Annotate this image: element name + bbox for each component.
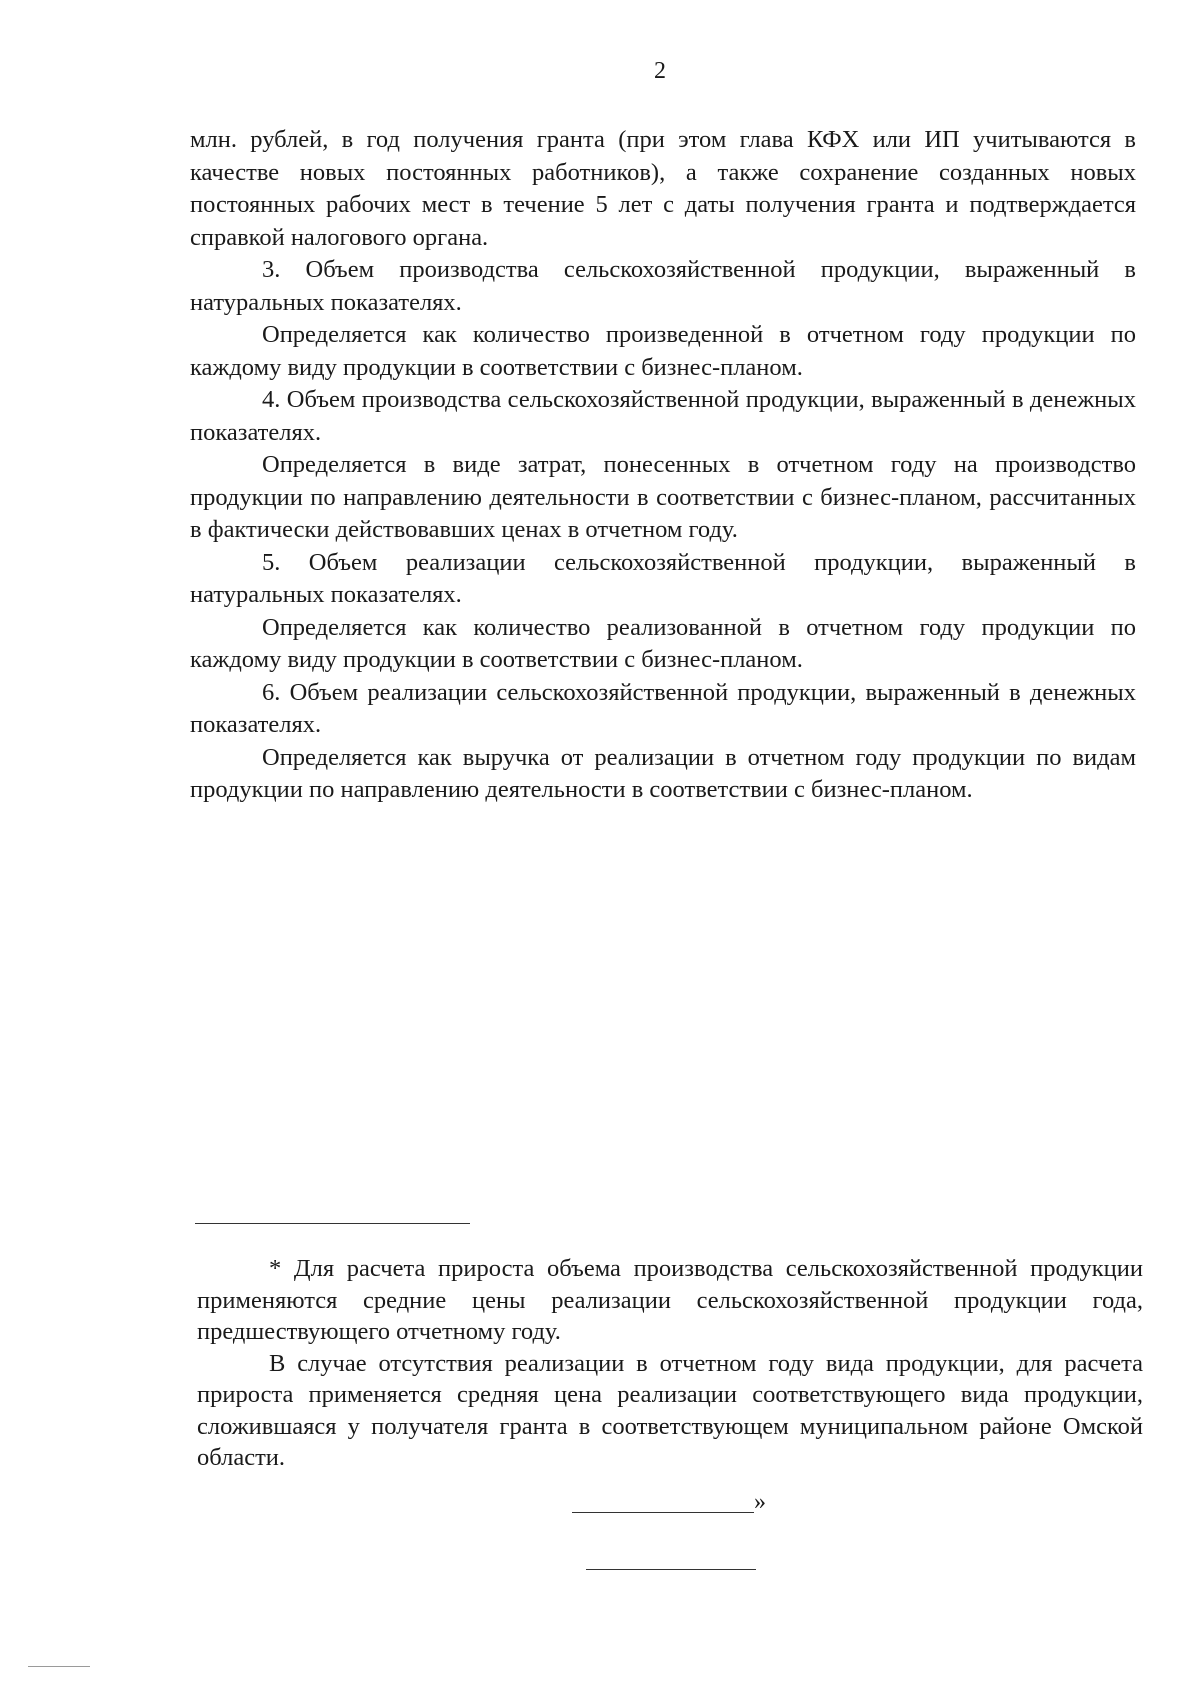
- page-number: 2: [654, 58, 666, 84]
- closing-quote-mark: »: [754, 1489, 766, 1515]
- paragraph-item-5-definition: Определяется как количество реализованной в отчетном году продукции по каждому виду продукции в соответствии с бизнес-планом.: [190, 613, 1136, 673]
- footnote-paragraph: В случае отсутствия реализации в отчетном году вида продукции, для расчета прироста применяется средняя цена реализации соответствующего вида продукции, сложившаяся у получателя гранта в соответствующем муниципальном районе Омской области.: [197, 1349, 1143, 1471]
- footnote-paragraph: * Для расчета прироста объема производства сельскохозяйственной продукции применяются средние цены реализации сельскохозяйственной продукции года, предшествующего отчетному году.: [197, 1255, 1143, 1345]
- paragraph-item-5-heading: 5. Объем реализации сельскохозяйственной продукции, выраженный в натуральных показателях.: [190, 548, 1136, 608]
- body-text: [190, 124, 1136, 807]
- footnote-separator: [195, 1223, 470, 1224]
- paragraph-item-6-definition: Определяется как выручка от реализации в отчетном году продукции по видам продукции по направлению деятельности в соответствии с бизнес-планом.: [190, 743, 1136, 803]
- paragraph-item-4-definition: Определяется в виде затрат, понесенных в отчетном году на производство продукции по направлению деятельности в соответствии с бизнес-планом, рассчитанных в фактически действовавших ценах в отчетном году.: [190, 451, 1136, 543]
- closing-underline: [572, 1512, 754, 1513]
- footnote: [197, 1253, 1143, 1474]
- paragraph-item-4-heading: 4. Объем производства сельскохозяйственной продукции, выраженный в денежных показателях.: [190, 386, 1136, 446]
- end-of-document-rule: [586, 1569, 756, 1570]
- scan-edge-mark: [28, 1666, 90, 1667]
- paragraph-item-3-heading: 3. Объем производства сельскохозяйственной продукции, выраженный в натуральных показателях.: [190, 256, 1136, 316]
- paragraph-continuation: млн. рублей, в год получения гранта (при этом глава КФХ или ИП учитываются в качестве новых постоянных работников), а также сохранение созданных новых постоянных рабочих мест в течение 5 лет с даты получения гранта и подтверждается справкой налогового органа.: [190, 126, 1136, 251]
- paragraph-item-3-definition: Определяется как количество произведенной в отчетном году продукции по каждому виду продукции в соответствии с бизнес-планом.: [190, 321, 1136, 381]
- paragraph-item-6-heading: 6. Объем реализации сельскохозяйственной продукции, выраженный в денежных показателях.: [190, 678, 1136, 738]
